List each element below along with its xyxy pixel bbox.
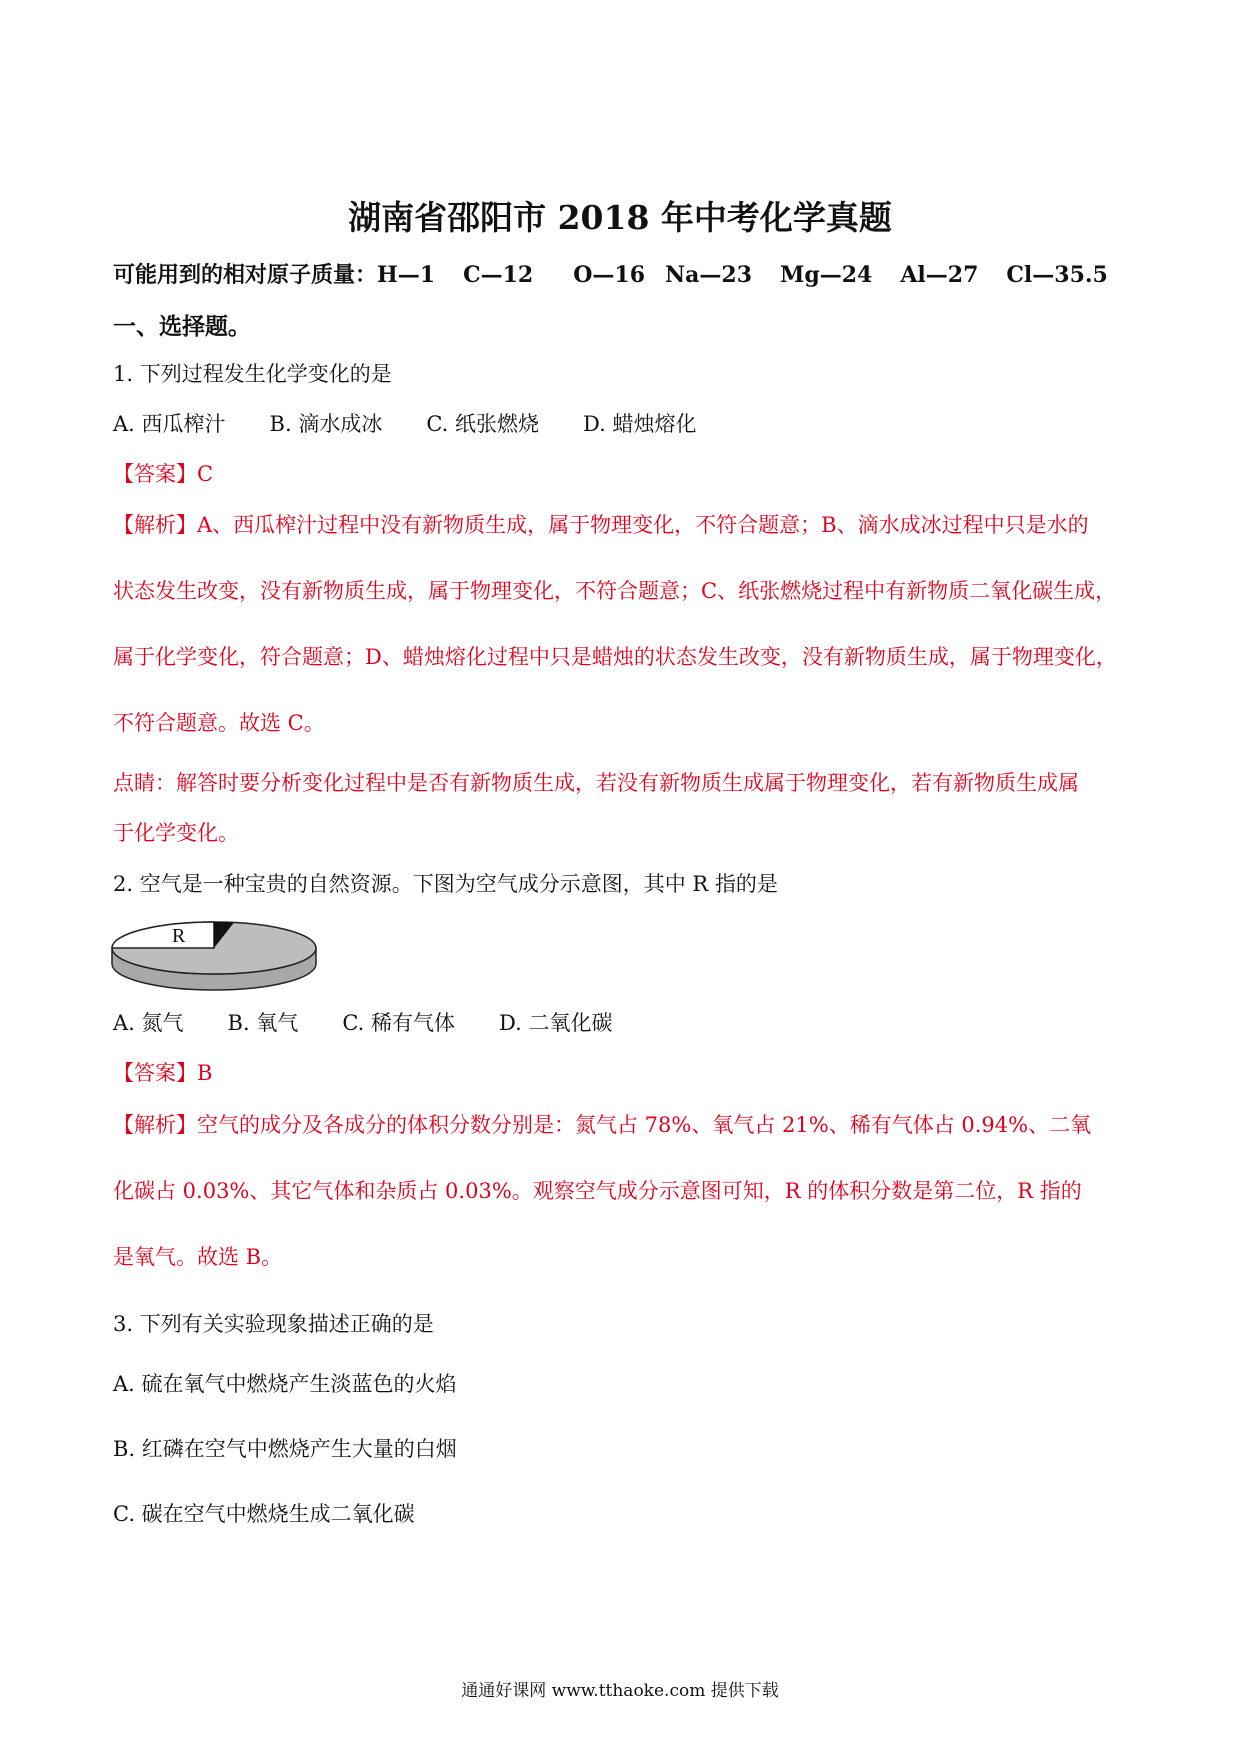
q3-option-a: A. 硫在氧气中燃烧产生淡蓝色的火焰 bbox=[113, 1372, 457, 1396]
q2-answer: 【答案】B bbox=[113, 1061, 213, 1085]
atomic-masses-line bbox=[113, 258, 1108, 289]
q1-note-line: 于化学变化。 bbox=[113, 821, 239, 845]
q2-stem: 2. 空气是一种宝贵的自然资源。下图为空气成分示意图，其中 R 指的是 bbox=[113, 872, 778, 896]
q3-option-b: B. 红磷在空气中燃烧产生大量的白烟 bbox=[113, 1437, 457, 1461]
q1-option-d: D. 蜡烛熔化 bbox=[583, 412, 697, 436]
pie-slice-r bbox=[112, 922, 214, 948]
q2-option-d: D. 二氧化碳 bbox=[499, 1011, 613, 1035]
q1-analysis-line: 不符合题意。故选 C。 bbox=[113, 711, 325, 735]
q2-analysis-line: 【解析】空气的成分及各成分的体积分数分别是：氮气占 78%、氧气占 21%、稀有气体占 0.94%、二氧 bbox=[113, 1113, 1092, 1137]
page-footer: 通通好课网 www.tthaoke.com 提供下载 bbox=[461, 1681, 779, 1701]
page-title: 湖南省邵阳市 2018 年中考化学真题 bbox=[348, 198, 892, 237]
mass-cl: Cl—35.5 bbox=[1006, 262, 1108, 288]
atomic-masses-label: 可能用到的相对原子质量： bbox=[113, 262, 378, 288]
q1-note-line: 点睛：解答时要分析变化过程中是否有新物质生成，若没有新物质生成属于物理变化，若有新物质生成属 bbox=[113, 771, 1079, 795]
mass-mg: Mg—24 bbox=[780, 262, 873, 288]
mass-h: H—1 bbox=[377, 262, 436, 288]
q2-option-b: B. 氧气 bbox=[227, 1011, 299, 1035]
q1-analysis-line: 属于化学变化，符合题意；D、蜡烛熔化过程中只是蜡烛的状态发生改变，没有新物质生成，属于物理变化， bbox=[113, 645, 1117, 669]
q2-analysis bbox=[113, 1110, 1133, 1308]
q1-analysis bbox=[113, 510, 1133, 774]
section-heading: 一、选择题。 bbox=[113, 313, 251, 340]
q1-answer: 【答案】C bbox=[113, 462, 214, 486]
q2-option-a: A. 氮气 bbox=[113, 1011, 184, 1035]
q1-note bbox=[113, 768, 1133, 868]
mass-al: Al—27 bbox=[900, 262, 979, 288]
q1-option-c: C. 纸张燃烧 bbox=[426, 412, 539, 436]
q1-option-b: B. 滴水成冰 bbox=[269, 412, 383, 436]
q3-option-c: C. 碳在空气中燃烧生成二氧化碳 bbox=[113, 1502, 415, 1526]
mass-c: C—12 bbox=[463, 262, 534, 288]
q2-analysis-line: 是氧气。故选 B。 bbox=[113, 1245, 283, 1269]
q2-option-c: C. 稀有气体 bbox=[342, 1011, 455, 1035]
q1-analysis-line: 状态发生改变，没有新物质生成，属于物理变化，不符合题意；C、纸张燃烧过程中有新物质二氧化碳生成， bbox=[113, 579, 1117, 603]
q2-options bbox=[113, 1007, 656, 1037]
q1-options bbox=[113, 408, 740, 438]
q1-stem: 1. 下列过程发生化学变化的是 bbox=[113, 362, 392, 386]
mass-o: O—16 bbox=[573, 262, 646, 288]
q3-stem: 3. 下列有关实验现象描述正确的是 bbox=[113, 1312, 434, 1336]
pie-label-r: R bbox=[172, 925, 186, 947]
q2-analysis-line: 化碳占 0.03%、其它气体和杂质占 0.03%。观察空气成分示意图可知，R 的体积分数是第二位，R 指的 bbox=[113, 1179, 1082, 1203]
air-composition-pie-figure bbox=[110, 912, 320, 994]
q1-option-a: A. 西瓜榨汁 bbox=[113, 412, 226, 436]
mass-na: Na—23 bbox=[665, 262, 752, 288]
q1-analysis-line: 【解析】A、西瓜榨汁过程中没有新物质生成，属于物理变化，不符合题意；B、滴水成冰过程中只是水的 bbox=[113, 513, 1089, 537]
